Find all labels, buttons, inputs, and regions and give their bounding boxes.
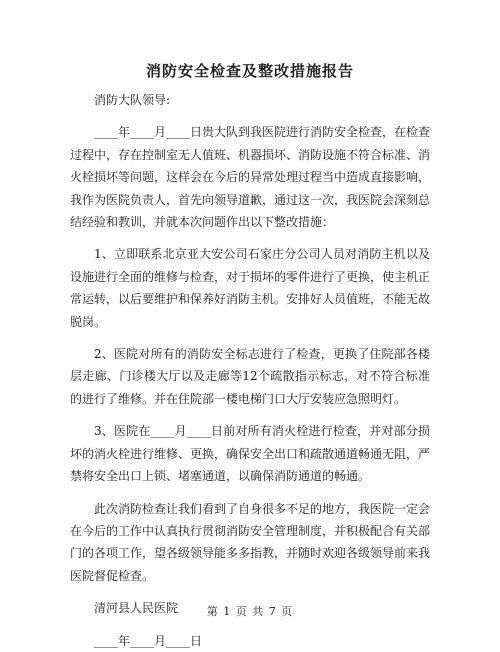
document-title: 消防安全检查及整改措施报告	[145, 62, 354, 80]
paragraph-measure-2: 2、医院对所有的消防安全标志进行了检查，更换了住院部各楼层走廊、门诊楼大厅以及走廊等12个疏散指示标志，对不符合标准的进行了维修。并在住院部一楼电梯门口大厅安装应急照明灯。	[70, 347, 430, 406]
paragraph-intro: ____年____月____日贵大队到我医院进行消防安全检查，在检查过程中，存在控制室无人值班、机器损坏、消防设施不符合标准、消火栓损坏等问题，这样会在今后的异常处理过程当中造成直接影响，我作为医院负责人，首先向领导道歉，通过这一次，我医院会深刻总结经验和教训，并就本次问题作出以下整改措施：	[70, 125, 431, 230]
date-line: ____年____月____日	[94, 633, 203, 648]
document-body	[70, 89, 430, 652]
page-indicator: 第 1 页 共 7 页	[206, 605, 294, 618]
paragraph-measure-1: 1、立即联系北京亚大安公司石家庄分公司人员对消防主机以及设施进行全面的维修与检查，对于损坏的零件进行了更换，使主机正常运转，以后要维护和保养好消防主机。安排好人员值班，不能无故脱岗。	[70, 247, 431, 329]
salutation: 消防大队领导:	[94, 93, 171, 107]
paragraph-conclusion: 此次消防检查让我们看到了自身很多不足的地方，我医院一定会在今后的工作中认真执行贯彻消防安全管理制度，并积极配合有关部门的各项工作，望各级领导能多多指教，并随时欢迎各级领导前来我医院督促检查。	[70, 501, 431, 583]
paragraph-measure-3: 3、医院在____月____日前对所有消火栓进行检查，并对部分损坏的消火栓进行维修、更换，确保安全出口和疏散通道畅通无阻，严禁将安全出口上锁、堵塞通道，以确保消防通道的畅通。	[70, 424, 431, 484]
signature: 清河县人民医院	[94, 601, 179, 616]
